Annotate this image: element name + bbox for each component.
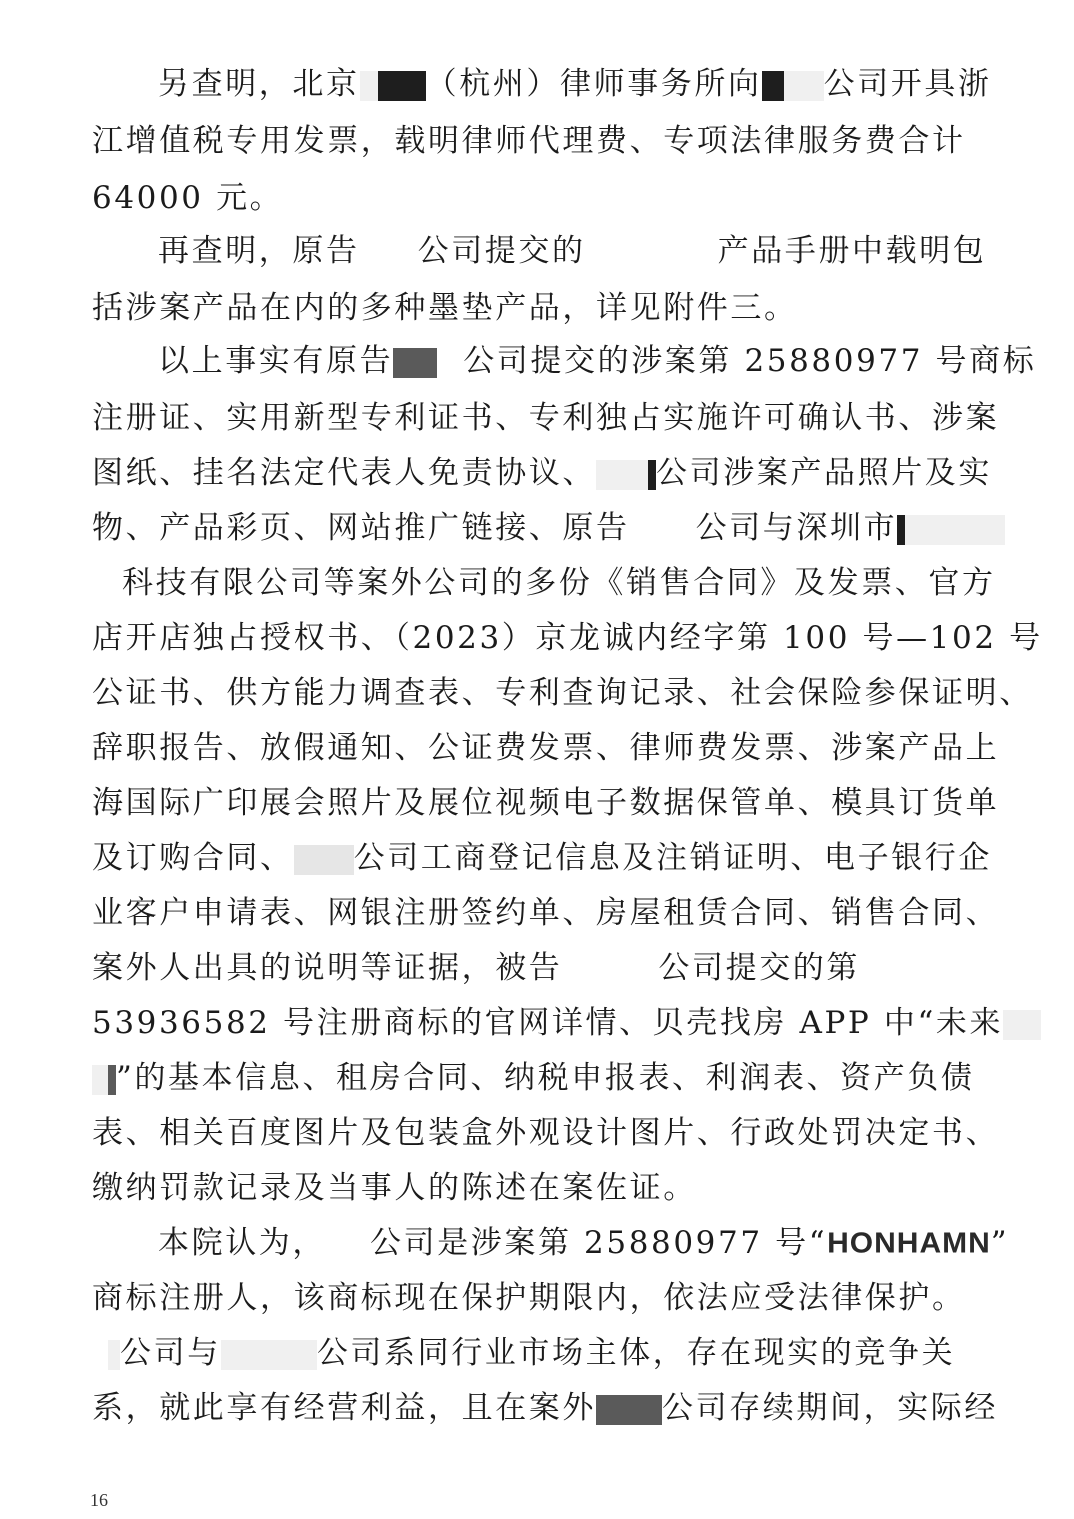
- redaction: [360, 71, 378, 101]
- redaction: [92, 1065, 108, 1095]
- text-segment: 公司与深圳市: [695, 510, 898, 546]
- text-segment: 公司提交的: [417, 233, 586, 269]
- text-segment: 海国际广印展会照片及展位视频电子数据保管单、模具订货单: [92, 785, 1000, 821]
- text-segment: 科技有限公司等案外公司的多份《销售合同》及发票、官方: [122, 565, 996, 601]
- redaction: [393, 348, 437, 378]
- text-line: [92, 1113, 999, 1153]
- text-line: [108, 1333, 955, 1373]
- text-segment: 公司是涉案第 25880977 号“: [370, 1225, 828, 1261]
- text-line: [92, 121, 966, 161]
- redaction: [897, 515, 905, 545]
- redaction: [784, 71, 824, 101]
- text-segment: 公司开具浙: [823, 66, 992, 102]
- redaction: [108, 1340, 120, 1370]
- text-segment: 物、产品彩页、网站推广链接、原告: [92, 510, 630, 546]
- redaction: [596, 460, 648, 490]
- text-line: [158, 64, 992, 104]
- text-segment: 业客户申请表、网银注册签约单、房屋租赁合同、销售合同、: [92, 895, 1000, 931]
- text-segment: 以上事实有原告: [158, 343, 394, 379]
- text-segment: 公司工商登记信息及注销证明、电子银行企: [353, 840, 993, 876]
- redaction: [108, 1065, 116, 1095]
- text-line: [92, 728, 999, 768]
- text-segment: 江增值税专用发票，载明律师代理费、专项法律服务费合计: [92, 123, 966, 159]
- text-segment: 公司提交的第: [658, 950, 861, 986]
- text-line: [92, 1168, 697, 1208]
- text-segment: ”: [990, 1225, 1010, 1261]
- text-segment: 另查明，北京: [158, 66, 360, 102]
- text-line: [92, 783, 999, 823]
- text-line: [92, 508, 1005, 548]
- text-segment: 系，就此享有经营利益，且在案外: [92, 1390, 596, 1426]
- text-line: [92, 288, 798, 328]
- text-line: [92, 1003, 1041, 1043]
- text-line: [92, 453, 992, 493]
- text-segment: （杭州）律师事务所向: [425, 66, 762, 102]
- redaction: [905, 515, 1005, 545]
- text-line: [92, 893, 999, 933]
- text-segment: 公司提交的涉案第 25880977 号商标: [463, 343, 1037, 379]
- text-line: [92, 1388, 998, 1428]
- redaction: [762, 71, 784, 101]
- text-segment: 店开店独占授权书、（2023）京龙诚内经字第 100 号—102 号: [92, 620, 1043, 656]
- trademark-logo: HONHAMN: [827, 1227, 991, 1260]
- text-line: [92, 618, 1043, 658]
- text-segment: 缴纳罚款记录及当事人的陈述在案佐证。: [92, 1170, 697, 1206]
- text-line: [92, 1058, 974, 1098]
- text-segment: 产品手册中载明包: [717, 233, 987, 269]
- text-segment: 括涉案产品在内的多种墨垫产品，详见附件三。: [92, 290, 798, 326]
- text-line: [92, 178, 283, 218]
- text-line: [92, 948, 860, 988]
- text-segment: 再查明，原告: [158, 233, 360, 269]
- text-line: [158, 231, 986, 271]
- text-line: [122, 563, 996, 603]
- redaction: [648, 460, 656, 490]
- text-segment: 注册证、实用新型专利证书、专利独占实施许可确认书、涉案: [92, 400, 1000, 436]
- text-segment: 案外人出具的说明等证据，被告: [92, 950, 563, 986]
- text-line: [92, 838, 992, 878]
- text-segment: ”的基本信息、租房合同、纳税申报表、利润表、资产负债: [116, 1060, 975, 1096]
- redaction: [294, 845, 354, 875]
- text-segment: 商标注册人，该商标现在保护期限内，依法应受法律保护。: [92, 1280, 966, 1316]
- text-segment: 公司系同行业市场主体，存在现实的竞争关: [316, 1335, 956, 1371]
- text-segment: 辞职报告、放假通知、公证费发票、律师费发票、涉案产品上: [92, 730, 1000, 766]
- text-line: [158, 341, 1036, 381]
- text-segment: 及订购合同、: [92, 840, 294, 876]
- text-segment: 表、相关百度图片及包装盒外观设计图片、行政处罚决定书、: [92, 1115, 1000, 1151]
- text-segment: 公证书、供方能力调查表、专利查询记录、社会保险参保证明、: [92, 675, 1033, 711]
- text-line: [92, 1278, 966, 1318]
- redaction: [1003, 1010, 1041, 1040]
- text-line: [158, 1223, 1009, 1264]
- redaction: [596, 1395, 662, 1425]
- text-segment: 公司涉案产品照片及实: [656, 455, 992, 491]
- text-line: [92, 398, 999, 438]
- text-line: [92, 673, 1033, 713]
- text-segment: 公司与: [120, 1335, 221, 1371]
- text-segment: 公司存续期间，实际经: [662, 1390, 998, 1426]
- text-segment: 53936582 号注册商标的官网详情、贝壳找房 APP 中“未来: [92, 1005, 1004, 1041]
- text-segment: 64000 元。: [92, 180, 284, 216]
- text-segment: 本院认为，: [158, 1225, 326, 1261]
- redaction: [221, 1340, 317, 1370]
- redaction: [378, 71, 426, 101]
- page-number: 16: [90, 1490, 108, 1510]
- text-segment: 图纸、挂名法定代表人免责协议、: [92, 455, 596, 491]
